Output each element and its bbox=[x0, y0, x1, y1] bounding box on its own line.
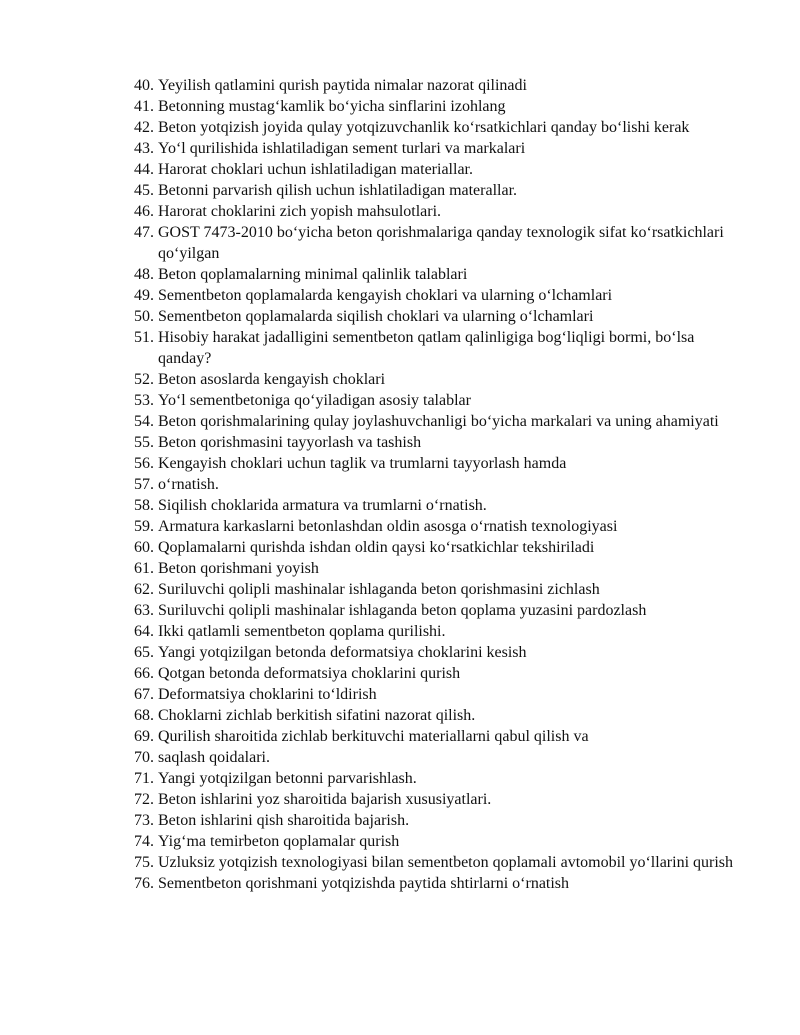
item-text: Betonning mustag‘kamlik bo‘yicha sinflarini izohlang bbox=[158, 98, 506, 115]
item-number: 67. bbox=[134, 686, 154, 703]
item-number: 63. bbox=[134, 602, 154, 619]
item-text: Hisobiy harakat jadalligini sementbeton qatlam qalinligiga bog‘liqligi bormi, bo‘lsa qanday? bbox=[158, 329, 695, 367]
list-item bbox=[134, 327, 734, 369]
item-number: 74. bbox=[134, 833, 154, 850]
list-item bbox=[134, 159, 734, 180]
item-text: Sementbeton qoplamalarda siqilish choklari va ularning o‘lchamlari bbox=[158, 308, 594, 325]
item-number: 71. bbox=[134, 770, 154, 787]
item-number: 73. bbox=[134, 812, 154, 829]
list-item bbox=[134, 747, 734, 768]
list-item bbox=[134, 852, 734, 873]
item-text: Sementbeton qorishmani yotqizishda paytida shtirlarni o‘rnatish bbox=[158, 875, 570, 892]
item-number: 60. bbox=[134, 539, 154, 556]
item-number: 49. bbox=[134, 287, 154, 304]
item-number: 41. bbox=[134, 98, 154, 115]
item-number: 57. bbox=[134, 476, 154, 493]
item-number: 64. bbox=[134, 623, 154, 640]
item-number: 65. bbox=[134, 644, 154, 661]
item-text: saqlash qoidalari. bbox=[158, 749, 270, 766]
list-item bbox=[134, 579, 734, 600]
item-number: 55. bbox=[134, 434, 154, 451]
item-number: 66. bbox=[134, 665, 154, 682]
item-number: 53. bbox=[134, 392, 154, 409]
list-item bbox=[134, 474, 734, 495]
list-item bbox=[134, 285, 734, 306]
item-text: Sementbeton qoplamalarda kengayish choklari va ularning o‘lchamlari bbox=[158, 287, 613, 304]
item-text: Yeyilish qatlamini qurish paytida nimalar nazorat qilinadi bbox=[158, 77, 527, 94]
item-text: Yo‘l qurilishida ishlatiladigan sement turlari va markalari bbox=[158, 140, 526, 157]
list-item bbox=[134, 705, 734, 726]
item-text: Choklarni zichlab berkitish sifatini nazorat qilish. bbox=[158, 707, 476, 724]
item-text: Yo‘l sementbetoniga qo‘yiladigan asosiy talablar bbox=[158, 392, 471, 409]
item-number: 72. bbox=[134, 791, 154, 808]
item-text: Suriluvchi qolipli mashinalar ishlaganda beton qoplama yuzasini pardozlash bbox=[158, 602, 647, 619]
list-item bbox=[134, 600, 734, 621]
list-item bbox=[134, 642, 734, 663]
item-text: Qurilish sharoitida zichlab berkituvchi materiallarni qabul qilish va bbox=[158, 728, 589, 745]
item-text: Armatura karkaslarni betonlashdan oldin asosga o‘rnatish texnologiyasi bbox=[158, 518, 618, 535]
item-text: Yangi yotqizilgan betonda deformatsiya choklarini kesish bbox=[158, 644, 527, 661]
item-text: Beton qorishmalarining qulay joylashuvchanligi bo‘yicha markalari va uning ahamiyati bbox=[158, 413, 719, 430]
list-item bbox=[134, 222, 734, 264]
item-number: 51. bbox=[134, 329, 154, 346]
item-number: 52. bbox=[134, 371, 154, 388]
item-text: Beton qoplamalarning minimal qalinlik talablari bbox=[158, 266, 468, 283]
list-item bbox=[134, 201, 734, 222]
item-text: Suriluvchi qolipli mashinalar ishlaganda beton qorishmasini zichlash bbox=[158, 581, 600, 598]
list-item bbox=[134, 537, 734, 558]
list-item bbox=[134, 495, 734, 516]
list-item bbox=[134, 75, 734, 96]
item-text: Beton ishlarini qish sharoitida bajarish. bbox=[158, 812, 410, 829]
question-list bbox=[134, 75, 734, 894]
list-item bbox=[134, 684, 734, 705]
list-item bbox=[134, 453, 734, 474]
list-item bbox=[134, 789, 734, 810]
item-text: Ikki qatlamli sementbeton qoplama qurilishi. bbox=[158, 623, 446, 640]
item-number: 59. bbox=[134, 518, 154, 535]
item-text: Siqilish choklarida armatura va trumlarni o‘rnatish. bbox=[158, 497, 487, 514]
item-text: Betonni parvarish qilish uchun ishlatiladigan materallar. bbox=[158, 182, 518, 199]
item-text: GOST 7473-2010 bo‘yicha beton qorishmalariga qanday texnologik sifat ko‘rsatkichlari qo‘yilgan bbox=[158, 224, 724, 262]
item-text: Harorat choklarini zich yopish mahsulotlari. bbox=[158, 203, 442, 220]
item-number: 47. bbox=[134, 224, 154, 241]
list-item bbox=[134, 369, 734, 390]
item-number: 40. bbox=[134, 77, 154, 94]
item-text: Beton ishlarini yoz sharoitida bajarish xususiyatlari. bbox=[158, 791, 492, 808]
item-number: 76. bbox=[134, 875, 154, 892]
list-item bbox=[134, 138, 734, 159]
list-item bbox=[134, 873, 734, 894]
item-text: Uzluksiz yotqizish texnologiyasi bilan sementbeton qoplamali avtomobil yo‘llarini qurish bbox=[158, 854, 734, 871]
item-number: 44. bbox=[134, 161, 154, 178]
list-item bbox=[134, 306, 734, 327]
item-text: Yig‘ma temirbeton qoplamalar qurish bbox=[158, 833, 400, 850]
list-item bbox=[134, 390, 734, 411]
list-item bbox=[134, 432, 734, 453]
list-item bbox=[134, 96, 734, 117]
item-number: 69. bbox=[134, 728, 154, 745]
item-number: 43. bbox=[134, 140, 154, 157]
item-text: Kengayish choklari uchun taglik va trumlarni tayyorlash hamda bbox=[158, 455, 567, 472]
list-item bbox=[134, 180, 734, 201]
item-text: Beton qorishmani yoyish bbox=[158, 560, 319, 577]
list-item bbox=[134, 810, 734, 831]
list-item bbox=[134, 558, 734, 579]
item-text: Beton asoslarda kengayish choklari bbox=[158, 371, 386, 388]
item-text: Beton yotqizish joyida qulay yotqizuvchanlik ko‘rsatkichlari qanday bo‘lishi kerak bbox=[158, 119, 690, 136]
item-text: Qotgan betonda deformatsiya choklarini qurish bbox=[158, 665, 461, 682]
item-text: o‘rnatish. bbox=[158, 476, 219, 493]
item-number: 50. bbox=[134, 308, 154, 325]
list-item bbox=[134, 411, 734, 432]
item-number: 58. bbox=[134, 497, 154, 514]
item-text: Qoplamalarni qurishda ishdan oldin qaysi ko‘rsatkichlar tekshiriladi bbox=[158, 539, 595, 556]
item-text: Beton qorishmasini tayyorlash va tashish bbox=[158, 434, 422, 451]
item-number: 70. bbox=[134, 749, 154, 766]
item-number: 48. bbox=[134, 266, 154, 283]
item-text: Harorat choklari uchun ishlatiladigan materiallar. bbox=[158, 161, 473, 178]
list-item bbox=[134, 726, 734, 747]
item-number: 42. bbox=[134, 119, 154, 136]
list-item bbox=[134, 831, 734, 852]
list-item bbox=[134, 516, 734, 537]
list-item bbox=[134, 768, 734, 789]
item-number: 45. bbox=[134, 182, 154, 199]
item-text: Yangi yotqizilgan betonni parvarishlash. bbox=[158, 770, 417, 787]
list-item bbox=[134, 621, 734, 642]
item-number: 68. bbox=[134, 707, 154, 724]
item-number: 56. bbox=[134, 455, 154, 472]
list-item bbox=[134, 117, 734, 138]
item-number: 62. bbox=[134, 581, 154, 598]
item-number: 61. bbox=[134, 560, 154, 577]
item-number: 46. bbox=[134, 203, 154, 220]
item-text: Deformatsiya choklarini to‘ldirish bbox=[158, 686, 377, 703]
list-item bbox=[134, 264, 734, 285]
item-number: 75. bbox=[134, 854, 154, 871]
list-item bbox=[134, 663, 734, 684]
item-number: 54. bbox=[134, 413, 154, 430]
